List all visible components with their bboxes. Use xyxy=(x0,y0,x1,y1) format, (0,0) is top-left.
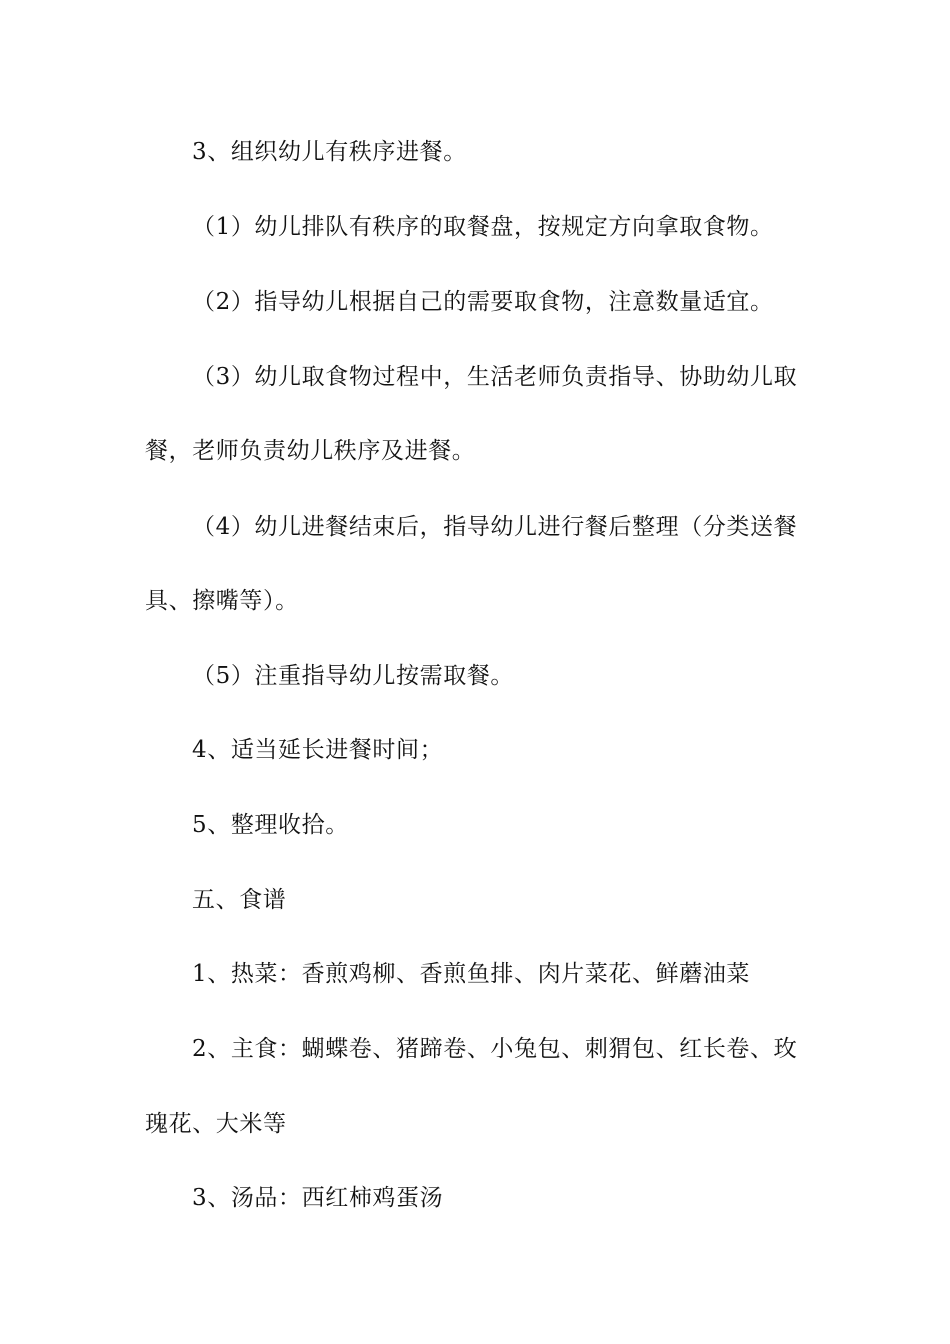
paragraph-item-4-line1: （4）幼儿进餐结束后，指导幼儿进行餐后整理（分类送餐 xyxy=(192,514,798,540)
section-heading-menu: 五、食谱 xyxy=(192,887,287,913)
menu-staple-food-line1: 2、主食：蝴蝶卷、猪蹄卷、小兔包、刺猬包、红长卷、玫 xyxy=(192,1036,798,1062)
paragraph-item-3-line2: 餐，老师负责幼儿秩序及进餐。 xyxy=(145,438,476,464)
paragraph-item-4-line2: 具、擦嘴等）。 xyxy=(145,588,299,614)
paragraph-dining-order-heading: 3、组织幼儿有秩序进餐。 xyxy=(192,139,467,165)
menu-soup: 3、汤品：西红柿鸡蛋汤 xyxy=(192,1185,444,1211)
menu-hot-dishes: 1、热菜：香煎鸡柳、香煎鱼排、肉片菜花、鲜蘑油菜 xyxy=(192,961,751,987)
paragraph-item-1: （1）幼儿排队有秩序的取餐盘，按规定方向拿取食物。 xyxy=(192,214,774,240)
paragraph-extend-meal-time: 4、适当延长进餐时间； xyxy=(192,737,444,763)
paragraph-tidy-up: 5、整理收拾。 xyxy=(192,812,349,838)
paragraph-item-3-line1: （3）幼儿取食物过程中，生活老师负责指导、协助幼儿取 xyxy=(192,364,798,390)
menu-staple-food-line2: 瑰花、大米等 xyxy=(145,1111,287,1137)
paragraph-item-5: （5）注重指导幼儿按需取餐。 xyxy=(192,663,515,689)
paragraph-item-2: （2）指导幼儿根据自己的需要取食物，注意数量适宜。 xyxy=(192,289,774,315)
